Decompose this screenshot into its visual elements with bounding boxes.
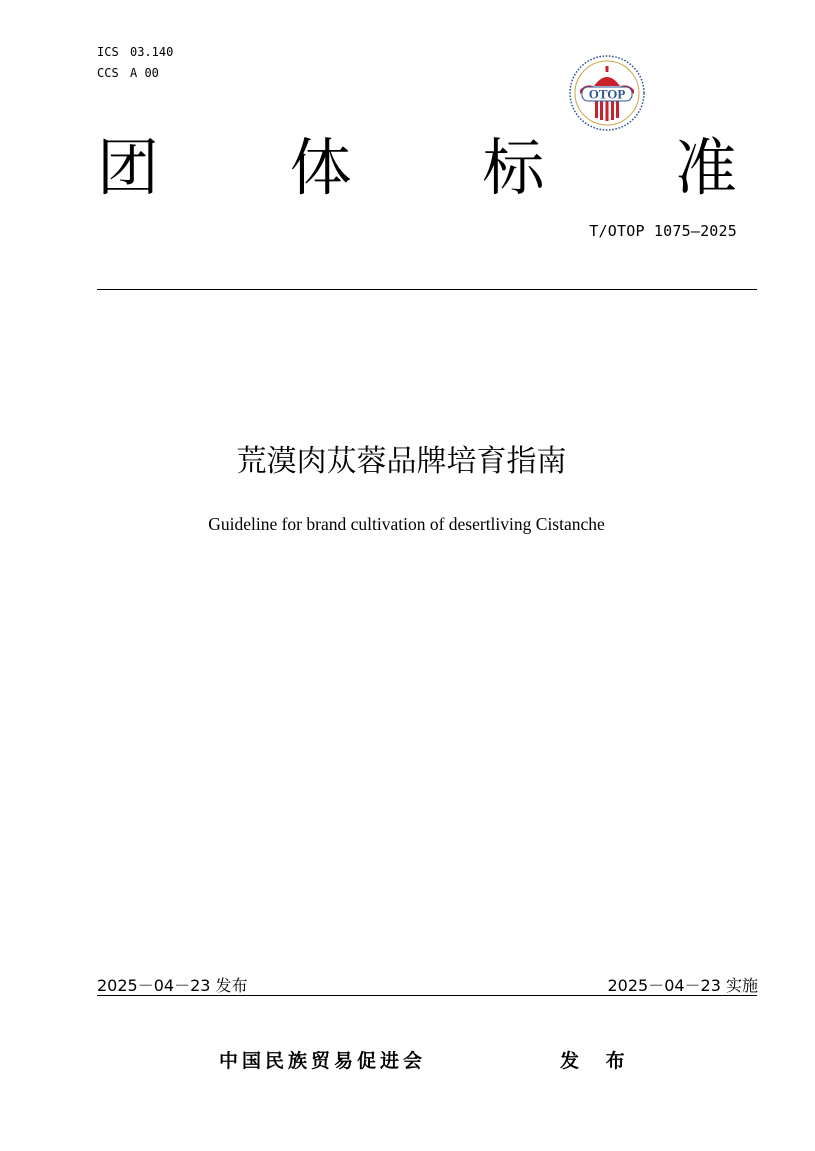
- standard-type-char: 团: [97, 131, 160, 204]
- standard-type-char: 准: [674, 131, 737, 204]
- standard-type-char: 标: [482, 131, 545, 204]
- standard-number: T/OTOP 1075—2025: [589, 222, 737, 240]
- ics-value: 03.140: [130, 45, 174, 59]
- implementation-date: 2025－04－23 实施: [607, 976, 758, 995]
- document-title-cn: 荒漠肉苁蓉品牌培育指南: [236, 444, 567, 479]
- logo-text: OTOP: [588, 86, 626, 102]
- ccs-label: CCS: [97, 66, 119, 80]
- ics-row: [97, 42, 173, 63]
- ccs-row: [97, 63, 173, 84]
- bottom-divider: [97, 995, 757, 996]
- otop-seal-icon: [568, 54, 646, 132]
- top-divider: [97, 289, 757, 290]
- standard-type-char: 体: [289, 131, 352, 204]
- ccs-value: A 00: [130, 66, 159, 80]
- ics-label: ICS: [97, 45, 119, 59]
- issue-date: 2025－04－23 发布: [97, 976, 248, 995]
- publish-label: 发 布: [560, 1050, 635, 1072]
- document-title-en: Guideline for brand cultivation of desertliving Cistanche: [208, 514, 605, 534]
- standard-type-heading: [97, 128, 737, 208]
- otop-logo: [568, 54, 646, 132]
- classification-codes: [97, 42, 173, 84]
- publisher-name: 中国民族贸易促进会: [219, 1050, 427, 1072]
